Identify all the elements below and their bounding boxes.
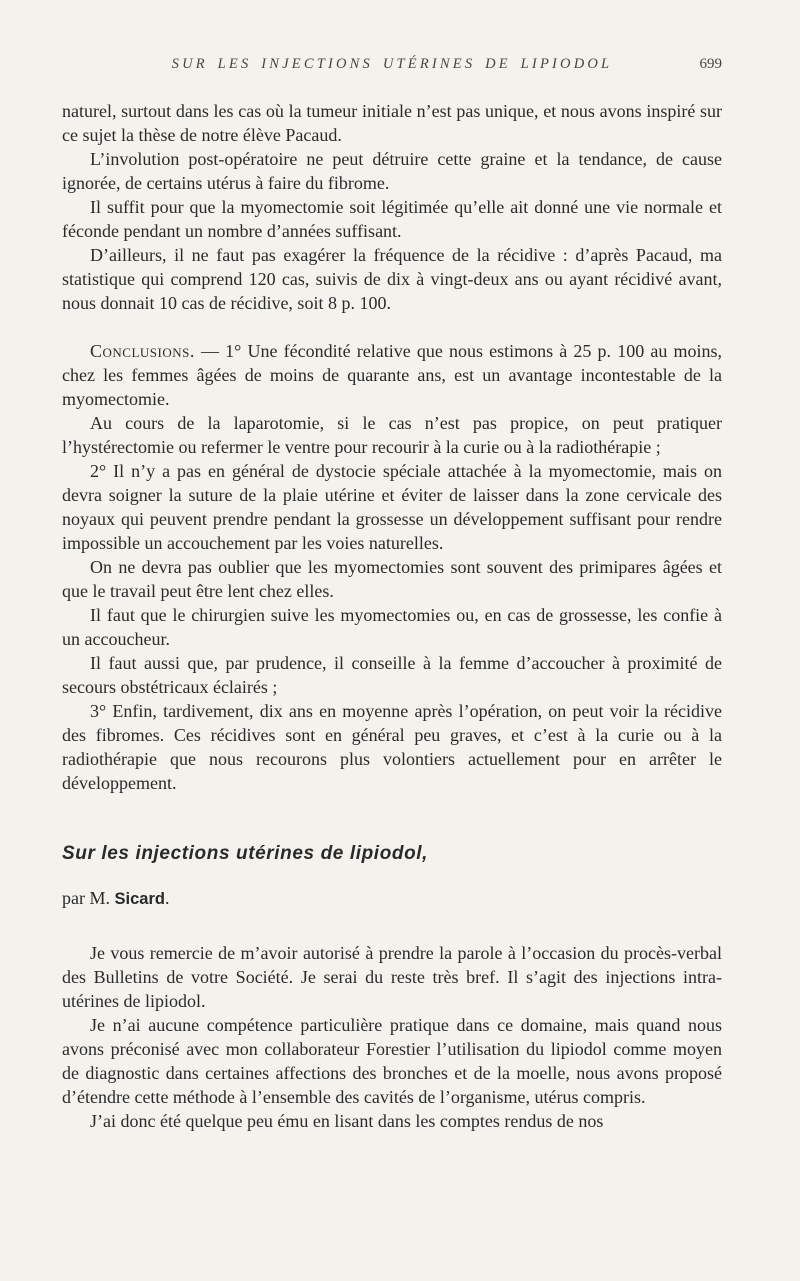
paragraph: D’ailleurs, il ne faut pas exagérer la fréquence de la récidive : d’après Pacaud, ma statistique qui comprend 120 cas, suivis de dix à vingt-deux ans ou ayant récidivé avant, nous donnait 10 cas de récidive, soit 8 p. 100. [62, 245, 722, 313]
author-line [62, 886, 722, 911]
conclusions-label: Conclusions. [90, 341, 195, 361]
article-title: Sur les injections utérines de lipiodol, [62, 843, 429, 864]
paragraph: J’ai donc été quelque peu ému en lisant dans les comptes rendus de nos [90, 1111, 604, 1131]
section-gap [62, 795, 722, 842]
running-head [62, 56, 722, 80]
paragraph: 2° Il n’y a pas en général de dystocie spéciale attachée à la myomectomie, mais on devra soigner la suture de la plaie utérine et éviter de laisser dans la zone cervicale des noyaux qui peuvent prendre pendant la grossesse un développement suffisant pour rendre impossible un accouchement par les voies naturelles. [62, 461, 722, 553]
paragraph: 3° Enfin, tardivement, dix ans en moyenne après l’opération, on peut voir la récidive des fibromes. Ces récidives sont en général peu graves, et c’est à la curie ou à la radiothérapie que nous recourons plus volontiers actuellement pour en arrêter le développement. [62, 701, 722, 793]
byline-prefix: par M. [62, 888, 115, 908]
paragraph: Il suffit pour que la myomectomie soit légitimée qu’elle ait donné une vie normale et féconde pendant un nombre d’années suffisant. [62, 197, 722, 241]
author-name: Sicard [114, 890, 165, 908]
paragraph: Au cours de la laparotomie, si le cas n’est pas propice, on peut pratiquer l’hystérectomie ou refermer le ventre pour recourir à la curie ou à la radiothérapie ; [62, 413, 722, 457]
paragraph: naturel, surtout dans les cas où la tumeur initiale n’est pas unique, et nous avons inspiré sur ce sujet la thèse de notre élève Pacaud. [62, 101, 722, 145]
page-number: 699 [699, 56, 722, 72]
paragraph: Je vous remercie de m’avoir autorisé à prendre la parole à l’occasion du procès-verbal des Bulletins de votre Société. Je serai du reste très bref. Il s’agit des injections intra-utérines de lipiodol. [62, 943, 722, 1011]
paragraph: L’involution post-opératoire ne peut détruire cette graine et la tendance, de cause ignorée, de certains utérus à faire du fibrome. [62, 149, 722, 193]
running-title: SUR LES INJECTIONS UTÉRINES DE LIPIODOL [171, 56, 613, 72]
paragraph: Il faut aussi que, par prudence, il conseille à la femme d’accoucher à proximité de secours obstétricaux éclairés ; [62, 653, 722, 697]
paragraph: Je n’ai aucune compétence particulière pratique dans ce domaine, mais quand nous avons préconisé avec mon collaborateur Forestier l’utilisation du lipiodol comme moyen de diagnostic dans certaines affections des bronches et de la moelle, nous avons proposé d’étendre cette méthode à l’ensemble des cavités de l’organisme, utérus compris. [62, 1015, 722, 1107]
paragraph: Il faut que le chirurgien suive les myomectomies ou, en cas de grossesse, les confie à un accoucheur. [62, 605, 722, 649]
conclusions-paragraph [62, 339, 722, 411]
conclusions-text: — 1° Une fécondité relative que nous estimons à 25 p. 100 au moins, chez les femmes âgées de moins de quarante ans, est un avantage incontestable de la myomectomie. [62, 341, 722, 409]
paragraph: On ne devra pas oublier que les myomectomies sont souvent des primipares âgées et que le travail peut être lent chez elles. [62, 557, 722, 601]
body-text [62, 99, 722, 1133]
byline-suffix: . [164, 888, 170, 908]
section-gap [62, 315, 722, 339]
section-gap [62, 866, 722, 886]
section-gap [62, 911, 722, 941]
